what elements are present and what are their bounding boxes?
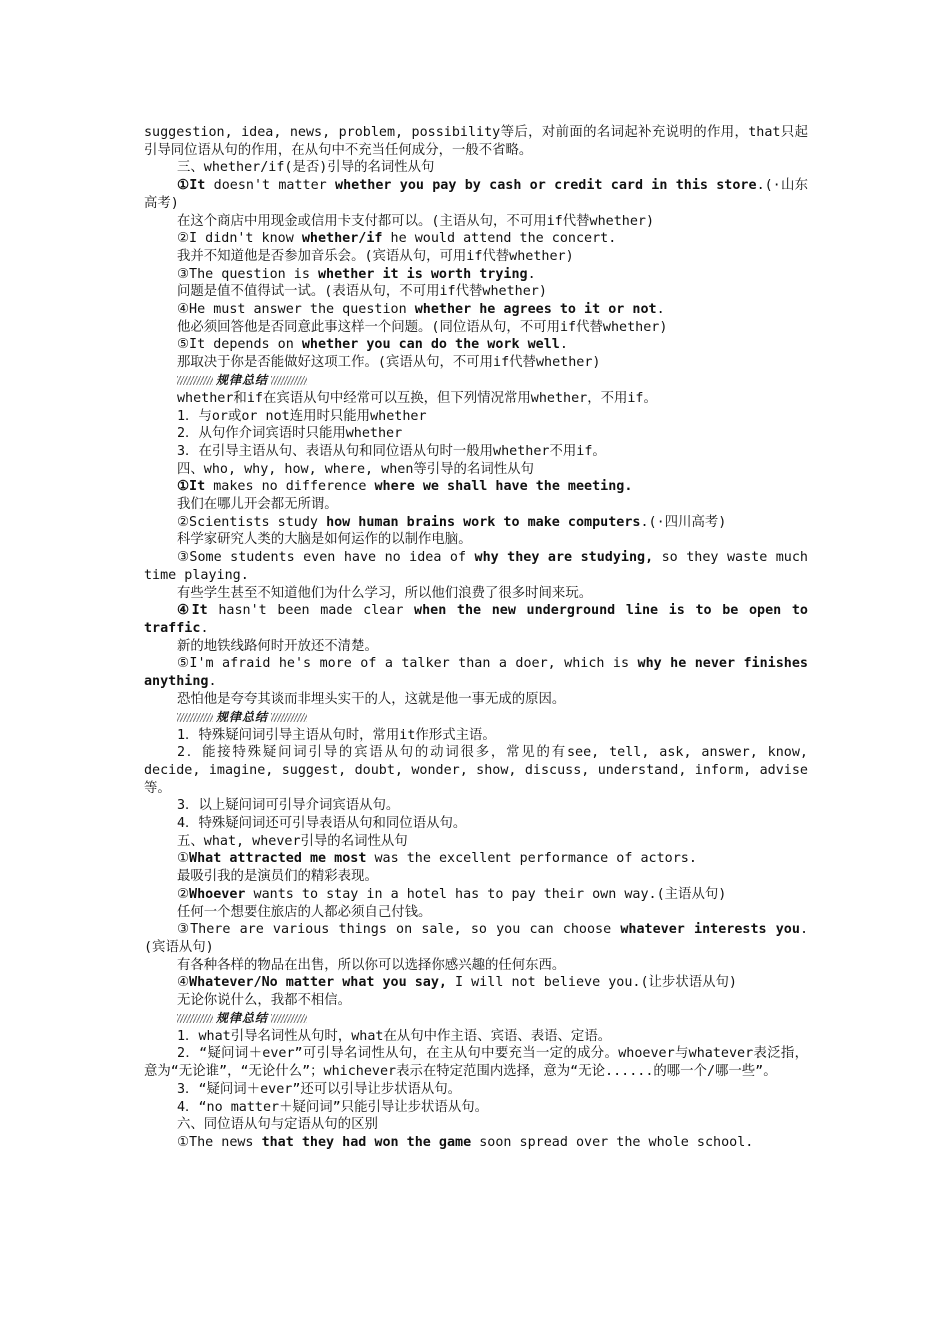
section-5-title: 五、what, whever引导的名词性从句 (177, 833, 408, 849)
stripe-decoration (177, 1014, 213, 1023)
example-sentence: ⑤I'm afraid he's more of a talker than a doer, which is why he never finishes anything. (144, 656, 808, 690)
stripe-decoration (271, 376, 307, 385)
rule-item: 3．“疑问词＋ever”还可以引导让步状语从句。 (177, 1081, 462, 1097)
rule-summary-banner (144, 372, 808, 390)
example-sentence: ④It hasn't been made clear when the new underground line is to be open to traffic. (144, 603, 808, 636)
rule-item: 3．在引导主语从句、表语从句和同位语从句时一般用whether不用if。 (177, 443, 606, 459)
example-sentence: ①What attracted me most was the excellent performance of actors. (177, 851, 697, 867)
intro-paragraph: suggestion, idea, news, problem, possibility等后，对前面的名词起补充说明的作用，that只起引导同位语从句的作用，在从句中不充当任何成分，一般不省略。 (144, 125, 808, 158)
section-4-title: 四、who, why, how, where, when等引导的名词性从句 (177, 461, 534, 477)
example-translation: 我并不知道他是否参加音乐会。(宾语从句，可用if代替whether) (177, 248, 574, 264)
rule-item: 1．特殊疑问词引导主语从句时，常用it作形式主语。 (177, 727, 496, 743)
rule-item: 4．“no matter＋疑问词”只能引导让步状语从句。 (177, 1099, 488, 1115)
stripe-decoration (177, 713, 213, 722)
example-translation: 我们在哪儿开会都无所谓。 (177, 497, 338, 513)
example-sentence: ②Whoever wants to stay in a hotel has to pay their own way.(主语从句) (177, 886, 727, 902)
section-3-title: 三、whether/if(是否)引导的名词性从句 (177, 160, 435, 176)
rule-text: whether和if在宾语从句中经常可以互换，但下列情况常用whether，不用if。 (177, 390, 657, 406)
example-sentence: ②Scientists study how human brains work to make computers.(·四川高考) (177, 514, 727, 530)
example-sentence: ③Some students even have no idea of why they are studying, so they waste much time playing. (144, 550, 808, 583)
example-translation: 有些学生甚至不知道他们为什么学习，所以他们浪费了很多时间来玩。 (177, 585, 593, 601)
rule-summary-label: 规律总结 (216, 372, 269, 387)
example-sentence: ④He must answer the question whether he agrees to it or not. (177, 302, 665, 318)
rule-item: 1．what引导名词性从句时，what在从句中作主语、宾语、表语、定语。 (177, 1028, 612, 1044)
example-translation: 问题是值不值得试一试。(表语从句，不可用if代替whether) (177, 284, 547, 300)
example-translation: 那取决于你是否能做好这项工作。(宾语从句，不可用if代替whether) (177, 355, 601, 371)
rule-item: 2．从句作介词宾语时只能用whether (177, 426, 403, 442)
document-page (144, 124, 808, 1152)
example-translation: 他必须回答他是否同意此事这样一个问题。(同位语从句，不可用if代替whether) (177, 319, 668, 335)
example-sentence: ①The news that they had won the game soon spread over the whole school. (177, 1134, 754, 1150)
example-sentence: ⑤It depends on whether you can do the work well. (177, 337, 568, 353)
example-translation: 有各种各样的物品在出售，所以你可以选择你感兴趣的任何东西。 (177, 957, 566, 973)
example-sentence: ①It makes no difference where we shall have the meeting. (177, 479, 633, 495)
stripe-decoration (271, 1014, 307, 1023)
example-sentence: ②I didn't know whether/if he would attend the concert. (177, 231, 617, 247)
example-sentence: ③There are various things on sale, so you can choose whatever interests you.(宾语从句) (144, 922, 808, 955)
example-translation: 新的地铁线路何时开放还不清楚。 (177, 638, 378, 654)
example-translation: 最吸引我的是演员们的精彩表现。 (177, 869, 378, 885)
example-translation: 恐怕他是夸夸其谈而非埋头实干的人，这就是他一事无成的原因。 (177, 691, 566, 707)
rule-item: 2．能接特殊疑问词引导的宾语从句的动词很多，常见的有see, tell, ask, answer, know, decide, imagine, suggest, doubt, wonder, show, discuss, understand, inform, advise等。 (144, 745, 808, 796)
example-translation: 任何一个想要住旅店的人都必须自己付钱。 (177, 904, 432, 920)
rule-summary-banner (144, 709, 808, 727)
example-translation: 无论你说什么，我都不相信。 (177, 993, 352, 1009)
section-6-title: 六、同位语从句与定语从句的区别 (177, 1117, 378, 1133)
rule-item: 2．“疑问词＋ever”可引导名词性从句，在主从句中要充当一定的成分。whoever与whatever表泛指，意为“无论谁”，“无论什么”；whichever表示在特定范围内选择，意为“无论......的哪一个/哪一些”。 (144, 1046, 808, 1080)
example-translation: 在这个商店中用现金或信用卡支付都可以。(主语从句，不可用if代替whether) (177, 213, 655, 229)
example-sentence: ①It doesn't matter whether you pay by cash or credit card in this store.(·山东高考) (144, 178, 808, 211)
stripe-decoration (177, 376, 213, 385)
rule-item: 3．以上疑问词可引导介词宾语从句。 (177, 798, 400, 814)
example-translation: 科学家研究人类的大脑是如何运作的以制作电脑。 (177, 532, 472, 548)
example-sentence: ④Whatever/No matter what you say, I will not believe you.(让步状语从句) (177, 975, 737, 991)
rule-item: 4．特殊疑问词还可引导表语从句和同位语从句。 (177, 816, 467, 832)
rule-summary-label: 规律总结 (216, 1010, 269, 1025)
rule-item: 1．与or或or not连用时只能用whether (177, 408, 427, 424)
stripe-decoration (271, 713, 307, 722)
example-sentence: ③The question is whether it is worth trying. (177, 266, 536, 282)
rule-summary-label: 规律总结 (216, 709, 269, 724)
rule-summary-banner (144, 1010, 808, 1028)
